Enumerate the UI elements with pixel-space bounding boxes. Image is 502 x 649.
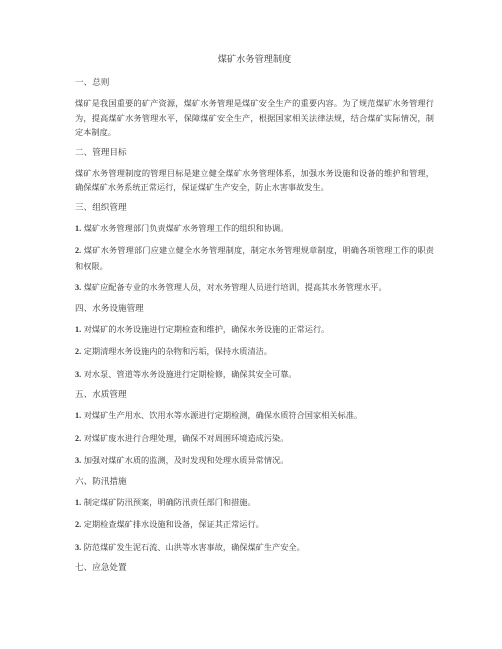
item-text: 防范煤矿发生泥石流、山洪等水害事故，确保煤矿生产安全。 [81,541,305,552]
item-number: 2. [75,347,82,356]
item-number: 2. [75,520,82,529]
item-text: 煤矿水务管理部门负责煤矿水务管理工作的组织和协调。 [81,222,289,233]
list-item [75,322,434,338]
list-item [75,344,434,360]
list-item [75,540,434,556]
item-text: 定期清理水务设施内的杂物和污垢，保持水质清洁。 [81,346,273,356]
list-item [75,280,434,296]
item-text: 加强对煤矿水质的监测，及时发现和处理水质异常情况。 [81,455,289,465]
section-paragraph: 煤矿是我国重要的矿产资源，煤矿水务管理是煤矿安全生产的重要内容。为了规范煤矿水务管理行为，提高煤矿水务管理水平，保障煤矿安全生产，根据国家相关法律法规，结合煤矿实际情况，制定本制度。 [75,98,434,137]
section-heading-goals: 二、管理目标 [75,147,127,158]
item-text: 对水泵、管道等水务设施进行定期检修，确保其安全可靠。 [81,368,297,379]
item-text: 对煤矿的水务设施进行定期检查和维护，确保水务设施的正常运行。 [81,323,330,334]
item-text: 制定煤矿防汛预案，明确防汛责任部门和措施。 [81,496,256,507]
item-text: 煤矿水务管理部门应建立健全水务管理制度，制定水务管理规章制度，明确各项管理工作的职责和权限。 [75,245,434,271]
item-text: 定期检查煤矿排水设施和设备，保证其正常运行。 [81,519,264,529]
item-number: 3. [75,369,82,379]
section-heading-emergency: 七、应急处置 [75,563,127,573]
section-paragraph: 煤矿水务管理制度的管理目标是建立健全煤矿水务管理体系，加强水务设施和设备的维护和管理，确保煤矿水务系统正常运行，保证煤矿生产安全，防止水害事故发生。 [75,167,434,192]
item-number: 3. [75,456,82,465]
section-heading-water-quality: 五、水质管理 [75,390,127,400]
section-heading-facilities: 四、水务设施管理 [75,303,144,314]
item-number: 1. [75,324,82,334]
list-item [75,367,434,383]
list-item [75,408,434,424]
list-item [75,495,434,511]
item-number: 1. [75,411,82,420]
list-item [75,243,434,273]
item-number: 3. [75,283,82,292]
item-text: 对煤矿废水进行合理处理，确保不对周围环境造成污染。 [81,432,289,443]
item-number: 1. [75,223,82,233]
item-text: 对煤矿生产用水、饮用水等水源进行定期检测，确保水质符合国家相关标准。 [81,410,363,420]
section-heading-organization: 三、组织管理 [75,202,127,213]
item-number: 1. [75,497,82,507]
list-item [75,453,434,469]
item-number: 3. [75,542,82,552]
item-number: 2. [75,433,82,443]
document-title: 煤矿水务管理制度 [217,54,292,65]
list-item [75,517,434,533]
list-item [75,431,434,447]
section-heading-flood-control: 六、防汛措施 [75,476,127,487]
item-number: 2. [75,246,82,255]
section-heading-general: 一、总则 [75,78,110,88]
list-item [75,221,434,237]
item-text: 煤矿应配备专业的水务管理人员，对水务管理人员进行培训，提高其水务管理水平。 [81,282,387,292]
